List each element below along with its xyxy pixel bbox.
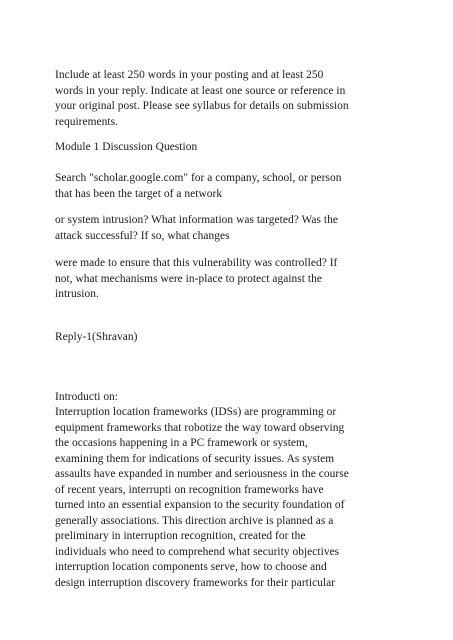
- submission-instructions: Include at least 250 words in your posting and at least 250 words in your reply. Indicate at least one source or reference in your original post. Please see syllabus for details on submission requirements.: [55, 69, 349, 128]
- introduction-heading: Introducti on:: [55, 391, 119, 403]
- question-paragraph-1: Search "scholar.google.com" for a company, school, or person that has been the target of a network: [55, 172, 342, 200]
- question-paragraph-3: were made to ensure that this vulnerability was controlled? If not, what mechanisms were in-place to protect against the intrusion.: [55, 257, 338, 300]
- reply-heading: Reply-1(Shravan): [55, 331, 138, 343]
- module-title: Module 1 Discussion Question: [55, 141, 198, 153]
- introduction-body: Interruption location frameworks (IDSs) are programming or equipment frameworks that robotize the way toward observing the occasions happening in a PC framework or system, examining them for indications of security issues. As system assaults have expanded in number and seriousness in the course of recent years, interrupti on recognition frameworks have turned into an essential expansion to the security foundation of generally associations. This direction archive is planned as a preliminary in interruption recognition, created for the individuals who need to comprehend what security objectives interruption location components serve, how to choose and design interruption discovery frameworks for their particular: [55, 406, 349, 589]
- question-paragraph-2: or system intrusion? What information was targeted? Was the attack successful? If so, what changes: [55, 214, 338, 242]
